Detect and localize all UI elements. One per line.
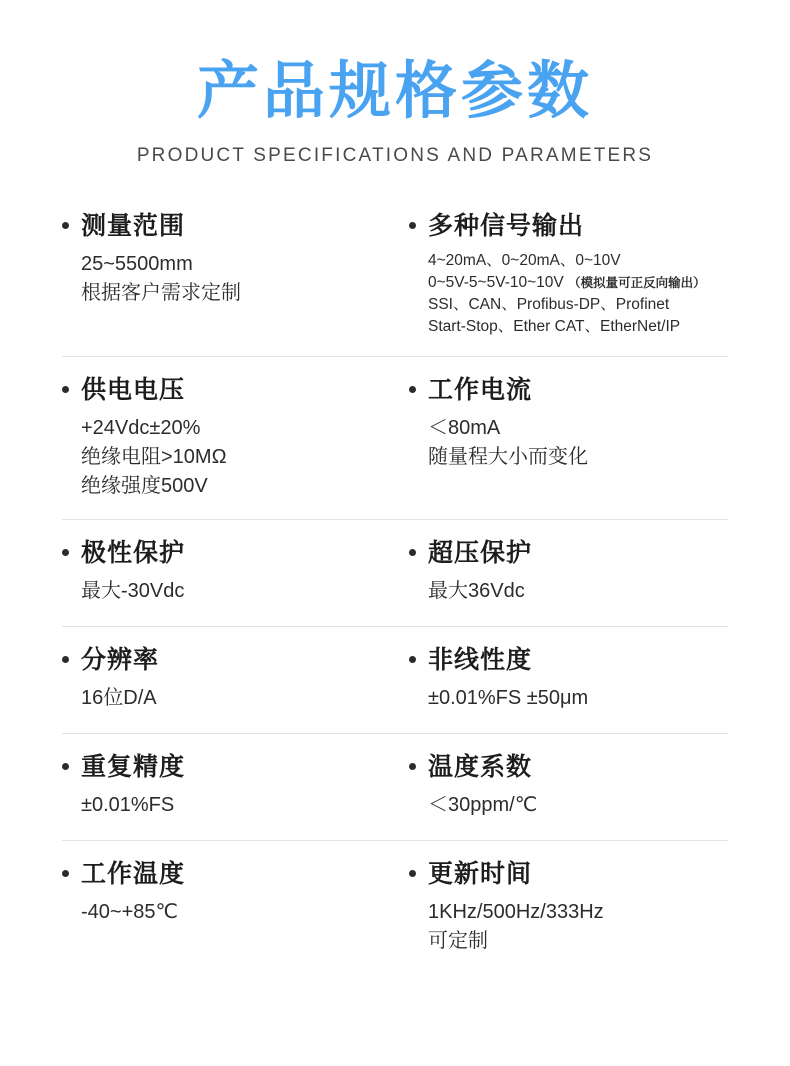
- bullet-icon: [62, 386, 69, 393]
- spec-value: 绝缘电阻>10MΩ: [81, 446, 227, 469]
- spec-item-temperature-coefficient: [395, 752, 728, 820]
- spec-item-resolution: [62, 645, 395, 713]
- spec-label: 超压保护: [428, 539, 533, 568]
- spec-item-repeatability: [62, 752, 395, 820]
- spec-value: ±0.01%FS: [81, 794, 175, 817]
- spec-label: 测量范围: [81, 212, 186, 241]
- bullet-icon: [409, 549, 416, 556]
- spec-value: 随量程大小而变化: [428, 446, 588, 469]
- bullet-icon: [62, 763, 69, 770]
- spec-item-nonlinearity: [395, 645, 728, 713]
- spec-value: 根据客户需求定制: [81, 282, 241, 305]
- bullet-icon: [62, 222, 69, 229]
- spec-item-supply-voltage: [62, 375, 395, 501]
- spec-label: 重复精度: [81, 753, 186, 782]
- spec-value: 1KHz/500Hz/333Hz: [428, 901, 604, 924]
- bullet-icon: [62, 870, 69, 877]
- spec-header: [62, 859, 387, 889]
- spec-item-measuring-range: [62, 211, 395, 338]
- bullet-icon: [62, 549, 69, 556]
- spec-value-group: [81, 684, 387, 713]
- spec-value-group: [428, 414, 720, 472]
- spec-value-group: [81, 791, 387, 820]
- spec-value: ＜30ppm/℃: [428, 794, 538, 817]
- spec-header: [409, 211, 720, 241]
- spec-header: [409, 859, 720, 889]
- spec-label: 极性保护: [81, 539, 186, 568]
- spec-value: 16位D/A: [81, 687, 157, 710]
- spec-label: 工作温度: [81, 860, 186, 889]
- spec-row: [62, 840, 728, 966]
- spec-item-polarity-protection: [62, 538, 395, 606]
- spec-value: ±0.01%FS ±50μm: [428, 687, 589, 710]
- spec-value-group: [428, 791, 720, 820]
- spec-value: 最大36Vdc: [428, 580, 525, 603]
- spec-item-overvoltage-protection: [395, 538, 728, 606]
- bullet-icon: [409, 222, 416, 229]
- spec-value-group: [81, 414, 387, 501]
- spec-value: ＜80mA: [428, 417, 501, 440]
- page-subtitle: PRODUCT SPECIFICATIONS AND PARAMETERS: [136, 145, 654, 167]
- spec-header: [62, 645, 387, 675]
- spec-value: SSI、CAN、Profibus-DP、Profinet: [428, 296, 670, 314]
- spec-header: [409, 538, 720, 568]
- spec-row: [62, 519, 728, 626]
- spec-value-group: [428, 898, 720, 956]
- spec-label: 非线性度: [428, 646, 533, 675]
- spec-header: [409, 375, 720, 405]
- spec-value-group: [428, 250, 720, 338]
- spec-value: Start-Stop、Ether CAT、EtherNet/IP: [428, 318, 681, 336]
- spec-value: -40~+85℃: [81, 901, 178, 924]
- spec-value: 绝缘强度500V: [81, 475, 208, 498]
- page-title: 产品规格参数: [196, 57, 593, 126]
- spec-value: 0~5V-5~5V-10~10V （模拟量可正反向输出）: [428, 274, 706, 292]
- bullet-icon: [409, 386, 416, 393]
- spec-value-group: [81, 250, 387, 308]
- bullet-icon: [409, 763, 416, 770]
- spec-value: +24Vdc±20%: [81, 417, 201, 440]
- bullet-icon: [409, 870, 416, 877]
- spec-header: [62, 538, 387, 568]
- spec-value: 可定制: [428, 930, 488, 953]
- spec-row: [62, 733, 728, 840]
- spec-value: 4~20mA、0~20mA、0~10V: [428, 252, 621, 270]
- spec-label: 温度系数: [428, 753, 533, 782]
- spec-value: 25~5500mm: [81, 253, 193, 276]
- spec-header: [62, 752, 387, 782]
- spec-value-group: [81, 898, 387, 927]
- spec-header: [62, 211, 387, 241]
- spec-header: [409, 645, 720, 675]
- specifications-list: [62, 203, 728, 966]
- spec-value-group: [81, 577, 387, 606]
- spec-row: [62, 356, 728, 519]
- spec-header: [62, 375, 387, 405]
- spec-row: [62, 626, 728, 733]
- spec-item-update-time: [395, 859, 728, 956]
- bullet-icon: [409, 656, 416, 663]
- spec-label: 工作电流: [428, 376, 533, 405]
- spec-label: 多种信号输出: [428, 212, 585, 241]
- spec-row: [62, 203, 728, 356]
- spec-value-group: [428, 577, 720, 606]
- spec-value-group: [428, 684, 720, 713]
- bullet-icon: [62, 656, 69, 663]
- spec-label: 供电电压: [81, 376, 186, 405]
- spec-label: 分辨率: [81, 646, 160, 675]
- spec-label: 更新时间: [428, 860, 533, 889]
- spec-value: 最大-30Vdc: [81, 580, 185, 603]
- page-header: [0, 0, 790, 167]
- spec-header: [409, 752, 720, 782]
- spec-item-working-current: [395, 375, 728, 501]
- spec-item-working-temperature: [62, 859, 395, 956]
- spec-item-signal-output: [395, 211, 728, 338]
